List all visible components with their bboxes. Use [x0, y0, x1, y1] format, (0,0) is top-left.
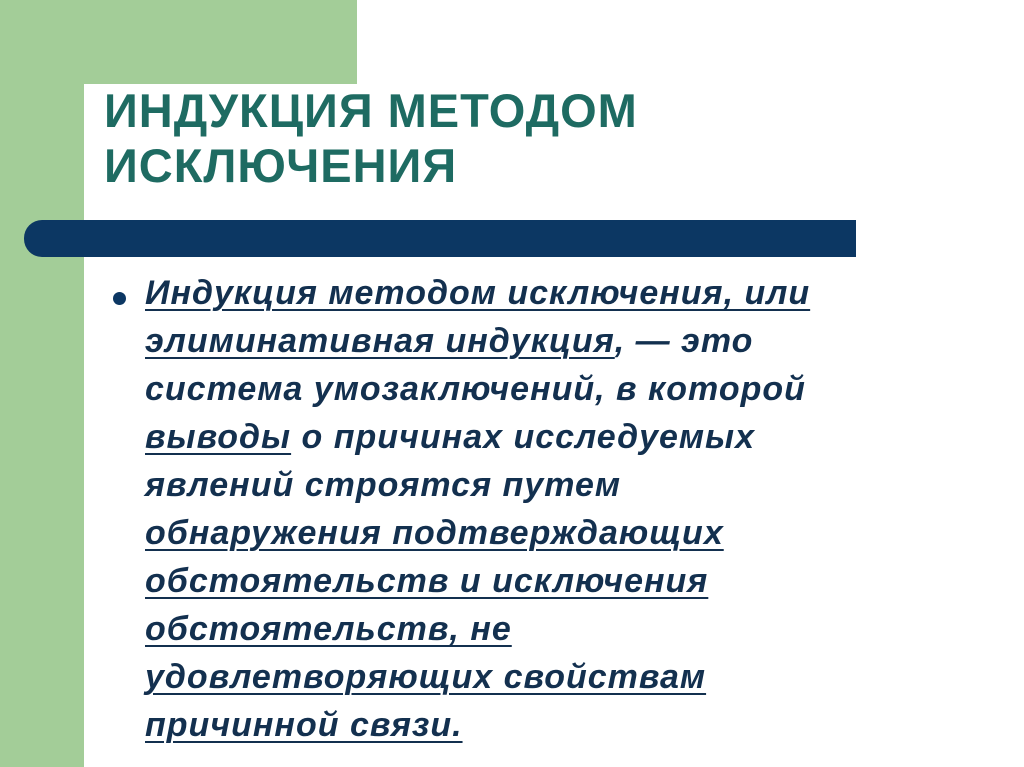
body-text-run: , — это — [614, 322, 754, 360]
bullet-line-9 — [145, 653, 905, 701]
underlined-term: Индукция методом исключения, или — [145, 274, 811, 312]
bullet-line-6 — [145, 509, 905, 557]
title-divider-bar — [24, 220, 856, 257]
underlined-term: удовлетворяющих свойствам — [145, 658, 707, 696]
bullet-line-2 — [145, 317, 905, 365]
underlined-term: элиминативная индукция — [145, 322, 615, 360]
bullet-line-8 — [145, 605, 905, 653]
underlined-term: причинной связи. — [145, 706, 463, 744]
underlined-term: выводы — [145, 418, 292, 456]
bullet-line-5: явлений строятся путем — [145, 466, 622, 504]
underlined-term: обстоятельств и исключения — [145, 562, 709, 600]
bullet-line-1 — [145, 269, 905, 317]
underlined-term: обнаружения подтверждающих — [145, 514, 724, 552]
bullet-line-10 — [145, 701, 905, 749]
underlined-term: обстоятельств, не — [145, 610, 512, 648]
body-text-run: о причинах исследуемых — [291, 418, 755, 456]
bullet-line-7 — [145, 557, 905, 605]
bullet-icon — [113, 292, 126, 305]
bullet-paragraph — [145, 269, 905, 749]
bullet-line-3: система умозаключений, в которой — [145, 370, 806, 408]
slide-title-line-2: ИСКЛЮЧЕНИЯ — [104, 139, 458, 192]
bullet-line-4 — [145, 413, 905, 461]
slide-title — [104, 83, 804, 193]
slide-title-line-1: ИНДУКЦИЯ МЕТОДОМ — [104, 84, 638, 137]
